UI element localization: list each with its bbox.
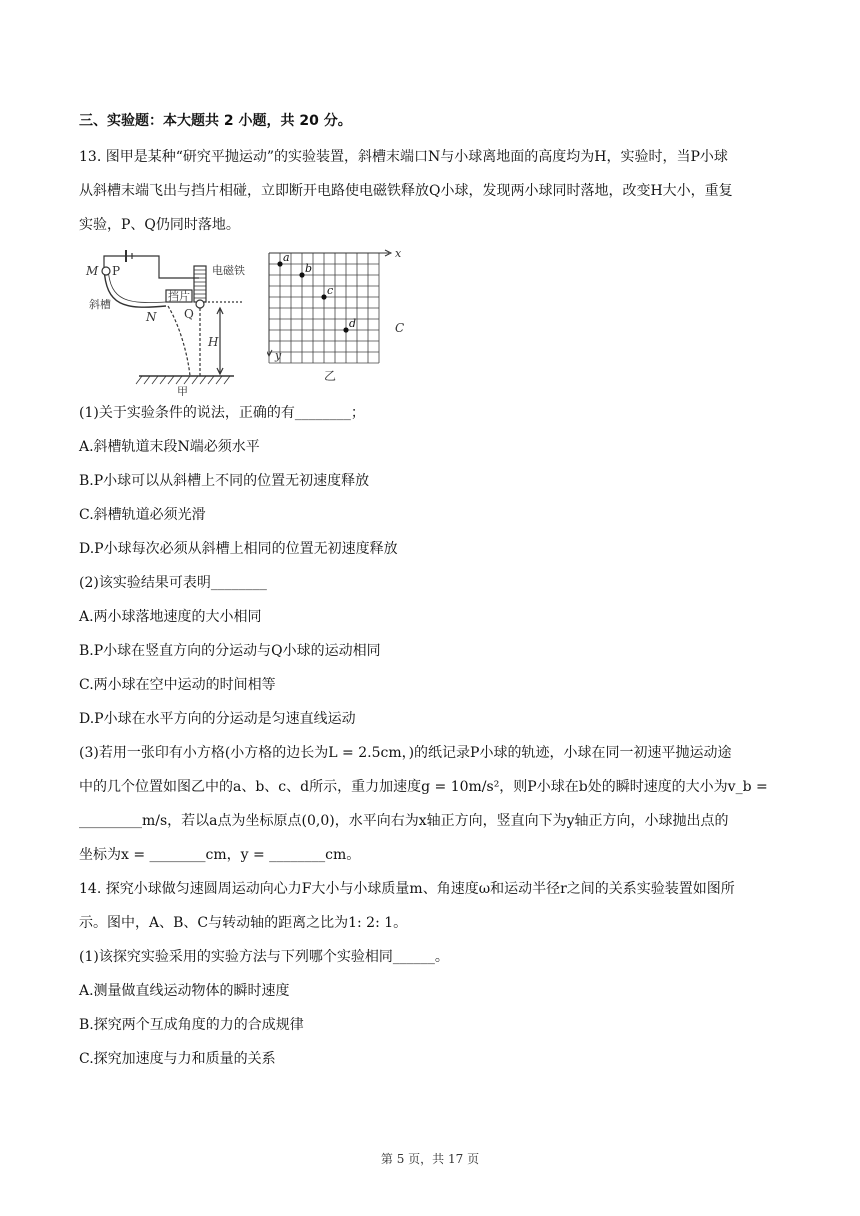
q13-part2-option-b: B.P小球在竖直方向的分运动与Q小球的运动相同	[79, 643, 381, 659]
trajectory-point-label-d: d	[349, 317, 357, 330]
q14-stem-line-1: 14. 探究小球做匀速圆周运动向心力F大小与小球质量m、角速度ω和运动半径r之间的关系实验装置如图所	[79, 881, 735, 897]
trajectory-point-label-a: a	[283, 251, 290, 264]
q14-part1: (1)该探究实验采用的实验方法与下列哪个实验相同______。	[79, 949, 449, 965]
q13-part2-option-c: C.两小球在空中运动的时间相等	[79, 677, 276, 693]
q13-part1-option-c: C.斜槽轨道必须光滑	[79, 507, 206, 523]
label-N: N	[146, 310, 157, 324]
q13-part3-line-3: _________m/s，若以a点为坐标原点(0,0)，水平向右为x轴正方向，竖直向下为y轴正方向，小球抛出点的	[79, 813, 729, 829]
trajectory-point-b	[299, 272, 304, 277]
trajectory-point-a	[277, 261, 282, 266]
q14-part1-option-b: B.探究两个互成角度的力的合成规律	[79, 1017, 304, 1033]
q13-part2-option-a: A.两小球落地速度的大小相同	[79, 609, 262, 625]
label-electromagnet: 电磁铁	[212, 264, 245, 277]
q13-part3-line-2: 中的几个位置如图乙中的a、b、c、d所示，重力加速度g = 10m/s²，则P小球在b处的瞬时速度的大小为v_b =	[79, 779, 768, 795]
q13-stem-line-3: 实验，P、Q仍同时落地。	[79, 217, 240, 233]
label-baffle: 挡片	[168, 290, 190, 303]
label-C: C	[395, 321, 405, 335]
figure-grid	[267, 246, 407, 396]
q14-stem-line-2: 示。图中，A、B、C与转动轴的距离之比为1: 2: 1。	[79, 915, 408, 931]
q13-part1-option-d: D.P小球每次必须从斜槽上相同的位置无初速度释放	[79, 541, 398, 557]
page-footer: 第 5 页，共 17 页	[380, 1152, 480, 1166]
label-Q: Q	[184, 307, 194, 321]
q13-part2-option-d: D.P小球在水平方向的分运动是匀速直线运动	[79, 711, 356, 727]
label-M: M	[86, 264, 99, 278]
caption-jia: 甲	[177, 385, 188, 396]
q13-part2: (2)该实验结果可表明________	[79, 575, 267, 591]
axis-x-label: x	[395, 247, 402, 260]
q14-part1-option-a: A.测量做直线运动物体的瞬时速度	[79, 983, 290, 999]
page-content	[79, 110, 785, 1076]
trajectory-point-label-c: c	[327, 284, 334, 297]
q13-part1: (1)关于实验条件的说法，正确的有________；	[79, 405, 365, 421]
label-H: H	[208, 335, 219, 349]
axis-y-label: y	[275, 349, 282, 362]
q13-part3-line-1: (3)若用一张印有小方格(小方格的边长为L = 2.5cm，)的纸记录P小球的轨迹，小球在同一初速平抛运动途	[79, 745, 732, 761]
section-title: 三、实验题：本大题共 2 小题，共 20 分。	[79, 113, 352, 129]
label-P: P	[112, 264, 121, 278]
trajectory-point-d	[343, 327, 348, 332]
figure-apparatus	[84, 246, 264, 396]
q13-part1-option-b: B.P小球可以从斜槽上不同的位置无初速度释放	[79, 473, 370, 489]
q13-part1-option-a: A.斜槽轨道末段N端必须水平	[79, 439, 260, 455]
q13-stem-line-2: 从斜槽末端飞出与挡片相碰，立即断开电路使电磁铁释放Q小球，发现两小球同时落地，改变H大小，重复	[79, 183, 733, 199]
q13-part3-line-4: 坐标为x = ________cm，y = ________cm。	[79, 847, 361, 863]
trajectory-point-label-b: b	[305, 262, 313, 275]
trajectory-point-c	[321, 294, 326, 299]
q13-figures	[79, 246, 785, 396]
label-chute: 斜槽	[89, 298, 111, 311]
q14-part1-option-c: C.探究加速度与力和质量的关系	[79, 1051, 276, 1067]
caption-yi: 乙	[324, 369, 337, 383]
q13-stem-line-1: 13. 图甲是某种“研究平抛运动”的实验装置，斜槽末端口N与小球离地面的高度均为H，实验时，当P小球	[79, 149, 728, 165]
